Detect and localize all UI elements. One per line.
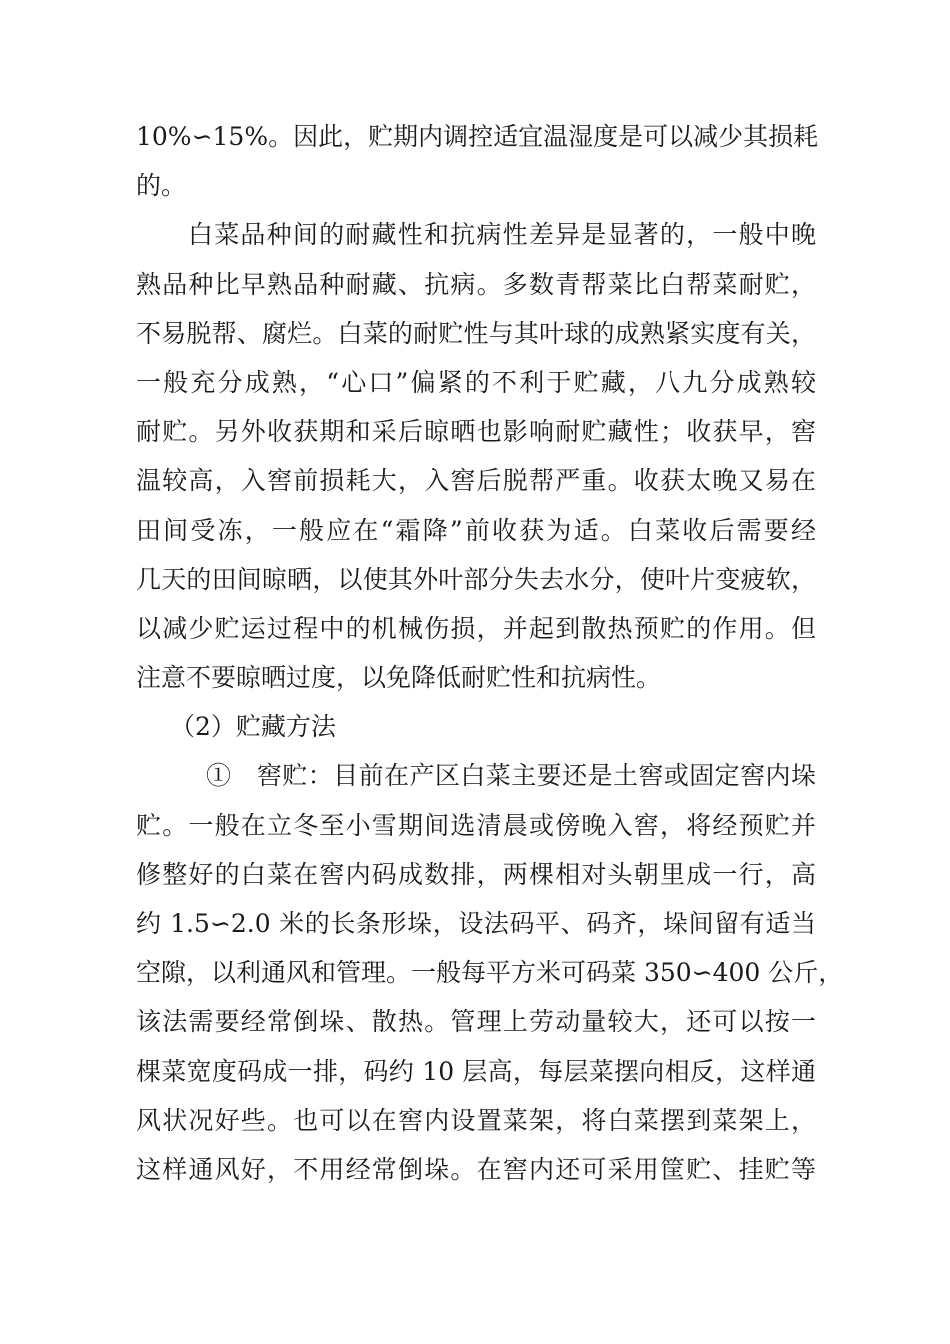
text-line-22: 这样通风好，不用经常倒垛。在窖内还可采用筐贮、挂贮等 — [136, 1154, 816, 1184]
text-line-15: 贮。一般在立冬至小雪期间选清晨或傍晚入窖，将经预贮并 — [136, 810, 816, 840]
text-line-17: 约 1.5∽2.0 米的长条形垛，设法码平、码齐，垛间留有适当 — [136, 909, 816, 938]
text-line-10: 几天的田间晾晒，以使其外叶部分失去水分，使叶片变疲软， — [136, 564, 816, 594]
text-line-11: 以减少贮运过程中的机械伤损，并起到散热预贮的作用。但 — [136, 613, 816, 643]
text-line-14: ① 窖贮：目前在产区白菜主要还是土窖或固定窖内垛 — [206, 761, 816, 791]
text-line-8: 温较高，入窖前损耗大，入窖后脱帮严重。收获太晚又易在 — [136, 466, 816, 496]
text-line-19: 该法需要经常倒垛、散热。管理上劳动量较大，还可以按一 — [136, 1007, 816, 1037]
text-line-3: 白菜品种间的耐藏性和抗病性差异是显著的，一般中晚 — [188, 220, 816, 250]
text-line-16: 修整好的白菜在窖内码成数排，两棵相对头朝里成一行，高 — [136, 859, 816, 889]
section-heading: （2）贮藏方法 — [170, 712, 336, 742]
text-line-12: 注意不要晾晒过度，以免降低耐贮性和抗病性。 — [136, 663, 662, 693]
text-line-1: 10%∽15%。因此，贮期内调控适宜温湿度是可以减少其损耗 — [136, 122, 819, 151]
body-text — [136, 112, 844, 1194]
text-line-5: 不易脱帮、腐烂。白菜的耐贮性与其叶球的成熟紧实度有关， — [136, 318, 816, 348]
text-line-20: 棵菜宽度码成一排，码约 10 层高，每层菜摆向相反，这样通 — [136, 1056, 816, 1086]
text-line-2: 的。 — [136, 171, 187, 201]
text-line-6: 一般充分成熟，“心口”偏紧的不利于贮藏，八九分成熟较 — [136, 367, 816, 397]
text-line-18: 空隙，以利通风和管理。一般每平方米可码菜 350∽400 公斤， — [136, 958, 844, 988]
text-line-21: 风状况好些。也可以在窖内设置菜架，将白菜摆到菜架上， — [136, 1105, 816, 1135]
text-line-7: 耐贮。另外收获期和采后晾晒也影响耐贮藏性；收获早，窖 — [136, 417, 816, 447]
text-line-9: 田间受冻，一般应在“霜降”前收获为适。白菜收后需要经 — [136, 515, 816, 545]
text-line-4: 熟品种比早熟品种耐藏、抗病。多数青帮菜比白帮菜耐贮， — [136, 269, 816, 299]
